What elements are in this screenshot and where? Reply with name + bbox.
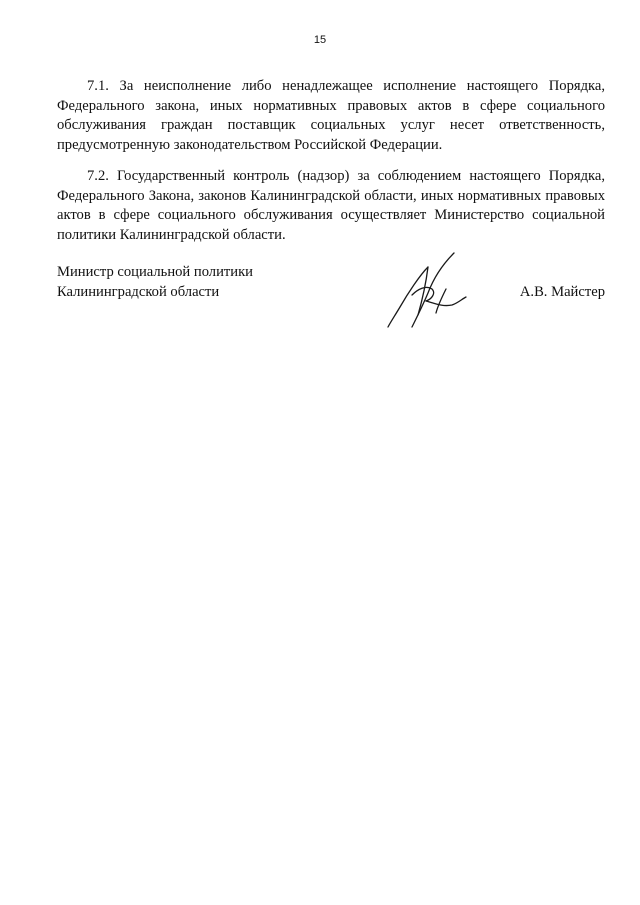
signatory-name: А.В. Майстер xyxy=(519,283,605,300)
signatory-position-line-2: Калининградской области xyxy=(57,283,220,300)
signatory-position-line-1: Министр социальной политики xyxy=(57,264,253,280)
signatory-position xyxy=(57,263,253,302)
signature-block xyxy=(57,263,605,343)
page-number: 15 xyxy=(313,34,327,46)
document-body xyxy=(57,77,605,245)
paragraph-7-2: 7.2. Государственный контроль (надзор) за соблюдением настоящего Порядка, Федерального Закона, законов Калининградской области, иных нормативных правовых актов в сфере социального обслуживания осуществляет Министерство социальной политики Калининградской области. xyxy=(57,168,605,243)
handwritten-signature-icon xyxy=(382,249,477,329)
paragraph-7-1: 7.1. За неисполнение либо ненадлежащее исполнение настоящего Порядка, Федерального закона, иных нормативных правовых актов в сфере социального обслуживания граждан поставщик социальных услуг несет ответственность, предусмотренную законодательством Российской Федерации. xyxy=(57,78,605,153)
